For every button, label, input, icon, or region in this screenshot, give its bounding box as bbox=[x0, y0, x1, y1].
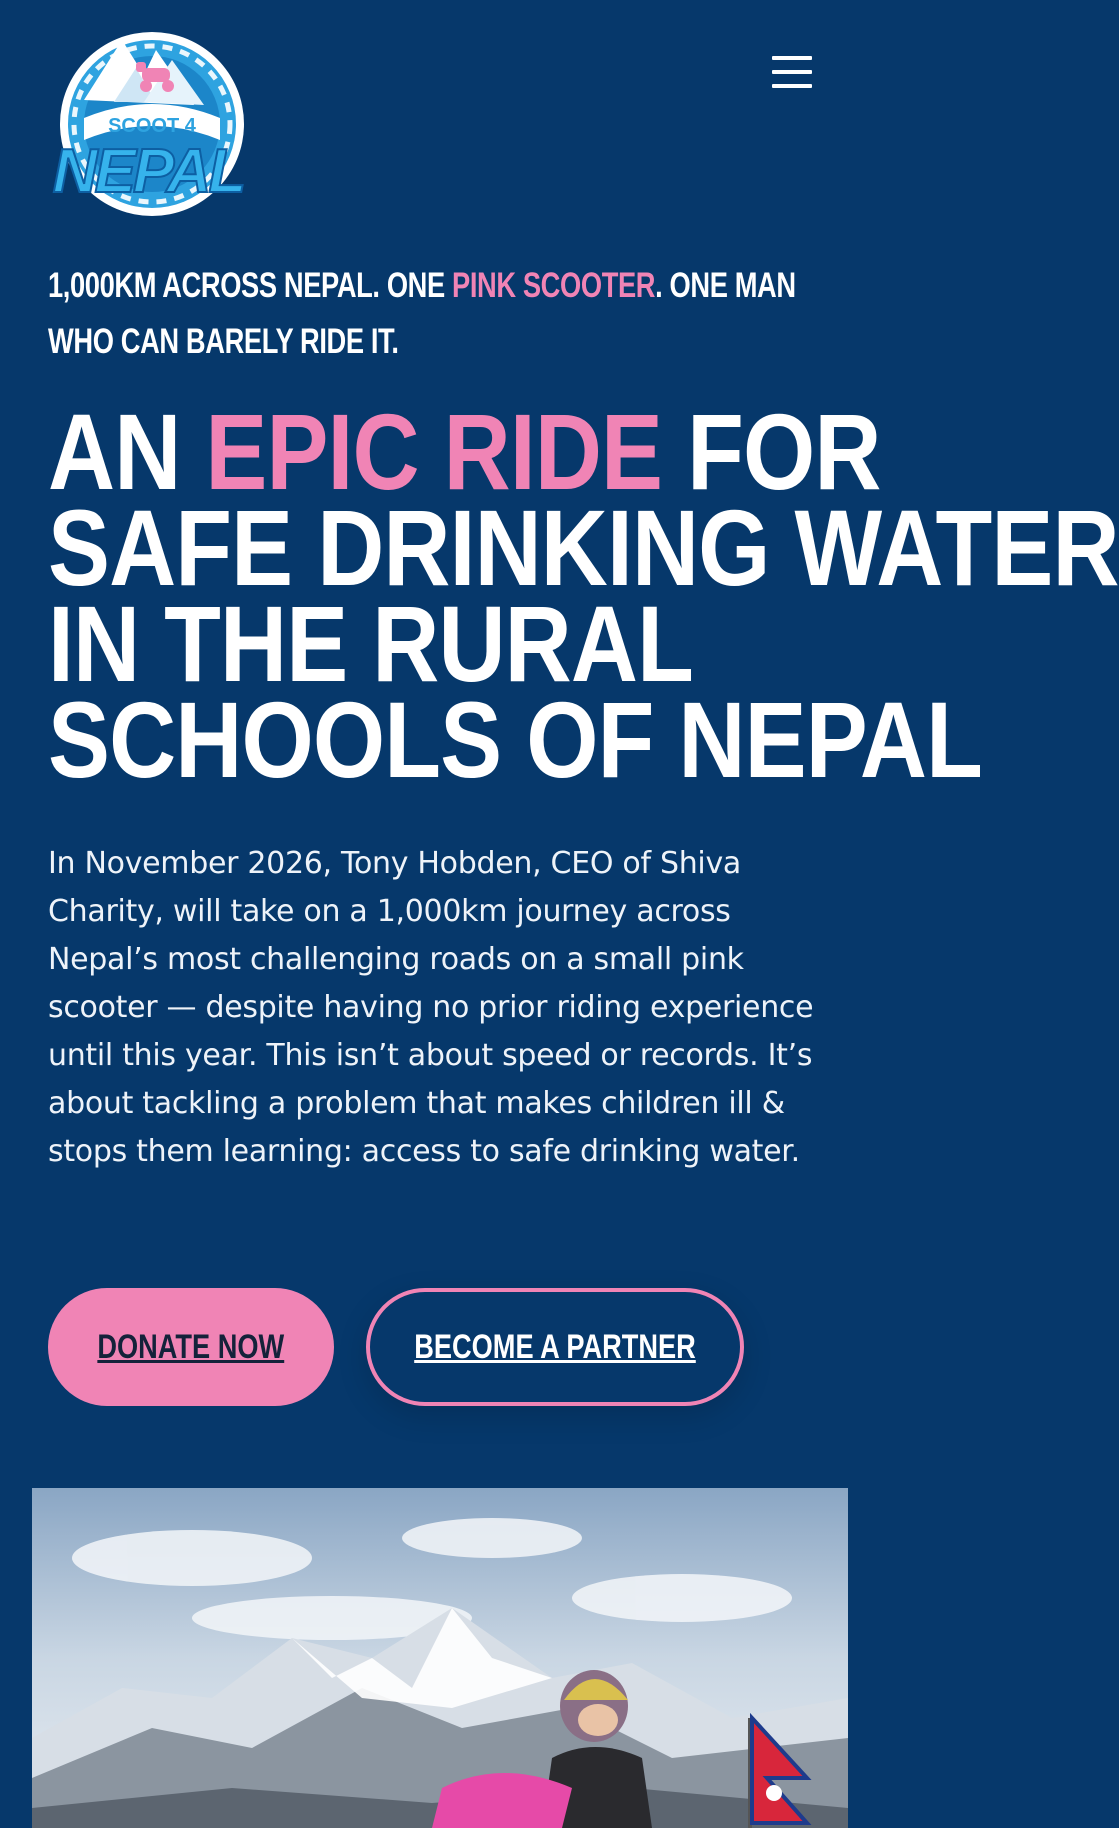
intro-paragraph: In November 2026, Tony Hobden, CEO of Shiva Charity, will take on a 1,000km journey across Nepal’s most challenging roads on a small pink scooter — despite having no prior riding experience until this year. This isn’t about speed or records. It’s about tackling a problem that makes children ill & stops them learning: access to safe drinking water. bbox=[48, 846, 814, 1169]
headline-line-1 bbox=[48, 391, 881, 512]
headline-line1-pre: AN bbox=[48, 391, 206, 512]
svg-text:SCOOT 4: SCOOT 4 bbox=[108, 115, 196, 137]
tagline-part2: . ONE MAN WHO CAN BARELY RIDE IT. bbox=[48, 266, 796, 361]
svg-text:NEPAL: NEPAL bbox=[52, 137, 244, 206]
donate-now-label: DONATE NOW bbox=[97, 1327, 285, 1366]
tagline-highlight: PINK SCOOTER bbox=[452, 266, 656, 305]
site-header bbox=[0, 0, 880, 230]
hero-photo bbox=[32, 1488, 848, 1828]
headline-line-3: IN THE RURAL bbox=[48, 583, 693, 704]
donate-now-button[interactable] bbox=[48, 1288, 334, 1406]
menu-line bbox=[772, 56, 812, 60]
menu-line bbox=[772, 84, 812, 88]
tagline-part1: 1,000KM ACROSS NEPAL. ONE bbox=[48, 266, 453, 305]
headline-line-4: SCHOOLS OF NEPAL bbox=[48, 679, 983, 800]
page-title bbox=[48, 391, 1119, 800]
tagline bbox=[48, 258, 836, 370]
scoot4nepal-logo-icon bbox=[44, 20, 258, 220]
rider-on-pink-scooter-mountains-photo-icon bbox=[32, 1488, 848, 1828]
become-partner-label: BECOME A PARTNER bbox=[414, 1327, 696, 1366]
headline-line1-post: FOR bbox=[662, 391, 881, 512]
headline-line-2: SAFE DRINKING WATER bbox=[48, 487, 1119, 608]
menu-line bbox=[772, 70, 812, 74]
headline-highlight: EPIC RIDE bbox=[205, 391, 663, 512]
become-partner-button[interactable] bbox=[366, 1288, 744, 1406]
site-logo[interactable] bbox=[44, 20, 258, 220]
hamburger-menu-icon[interactable] bbox=[760, 48, 820, 96]
